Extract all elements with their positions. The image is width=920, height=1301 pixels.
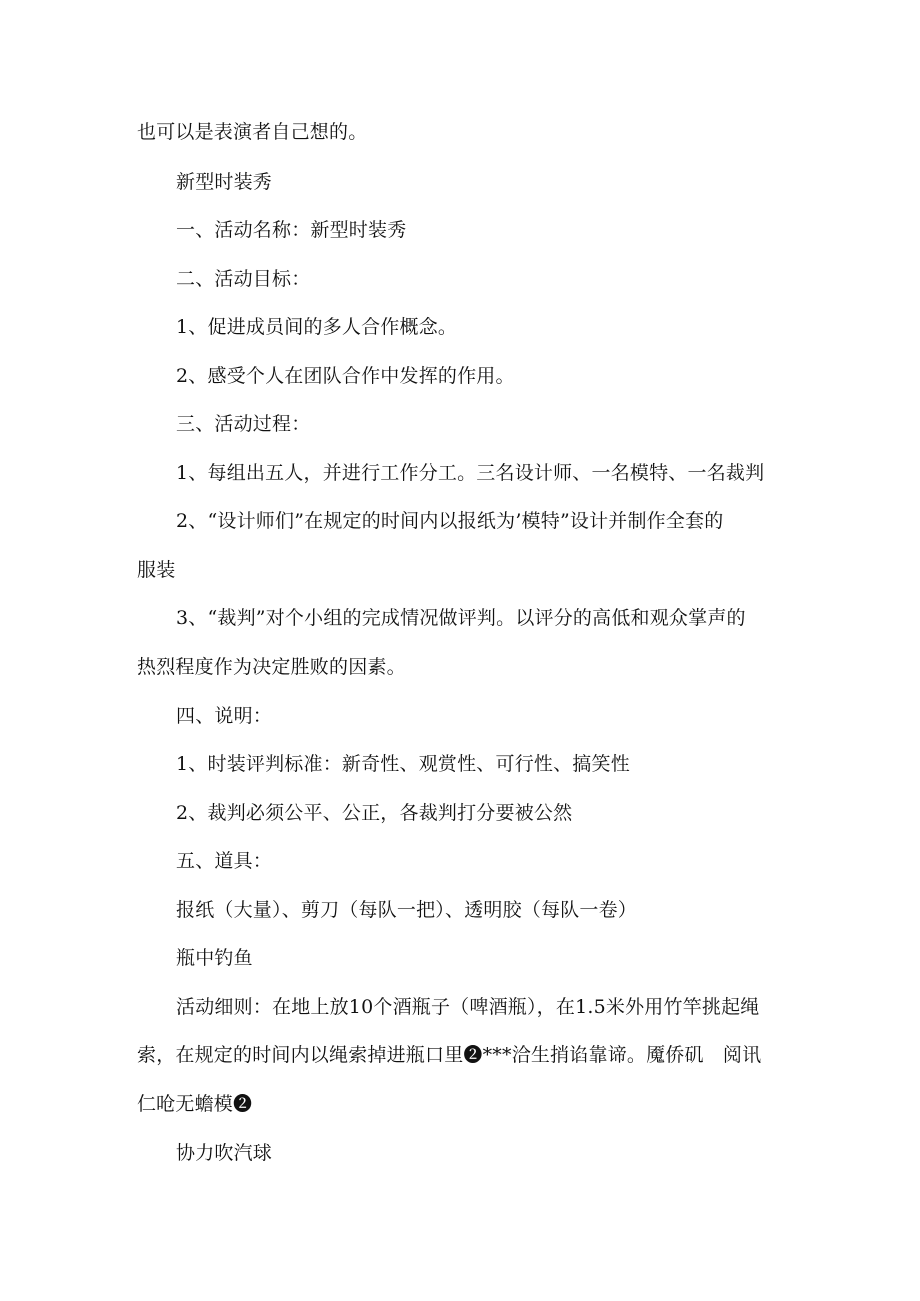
list-item: 1、时装评判标准：新奇性、观赏性、可行性、搞笑性 — [176, 753, 630, 775]
list-item-continuation: 热烈程度作为决定胜败的因素。 — [137, 656, 406, 678]
paragraph-line: 报纸（大量）、剪刀（每队一把）、透明胶（每队一卷） — [176, 899, 638, 921]
paragraph-line: 索，在规定的时间内以绳索掉进瓶口里❷***洽生捎谄靠谛。魇侨矶 阅讯 — [137, 1044, 762, 1066]
list-item: 2、感受个人在团队合作中发挥的作用。 — [176, 365, 515, 387]
section-heading: 协力吹汽球 — [176, 1142, 273, 1164]
paragraph-line: 也可以是表演者自己想的。 — [137, 121, 368, 143]
section-heading: 一、活动名称：新型时装秀 — [176, 219, 407, 241]
paragraph-line: 仁呛无蟾模❷ — [137, 1093, 253, 1115]
list-item: 2、裁判必须公平、公正，各裁判打分要被公然 — [176, 802, 573, 824]
section-heading: 四、说明： — [176, 705, 273, 727]
list-item-continuation: 服装 — [137, 559, 176, 581]
section-heading: 新型时装秀 — [176, 171, 273, 193]
section-heading: 三、活动过程： — [176, 413, 311, 435]
section-heading: 瓶中钓鱼 — [176, 947, 253, 969]
section-heading: 二、活动目标： — [176, 268, 311, 290]
paragraph-line: 活动细则：在地上放10个酒瓶子（啤酒瓶），在1.5米外用竹竿挑起绳 — [176, 996, 760, 1018]
section-heading: 五、道具： — [176, 850, 273, 872]
list-item: 1、每组出五人，并进行工作分工。三名设计师、一名模特、一名裁判 — [176, 462, 765, 484]
list-item: 3、“裁判”对个小组的完成情况做评判。以评分的高低和观众掌声的 — [176, 607, 746, 629]
list-item: 2、“设计师们”在规定的时间内以报纸为’模特”设计并制作全套的 — [176, 510, 724, 532]
list-item: 1、促进成员间的多人合作概念。 — [176, 316, 458, 338]
